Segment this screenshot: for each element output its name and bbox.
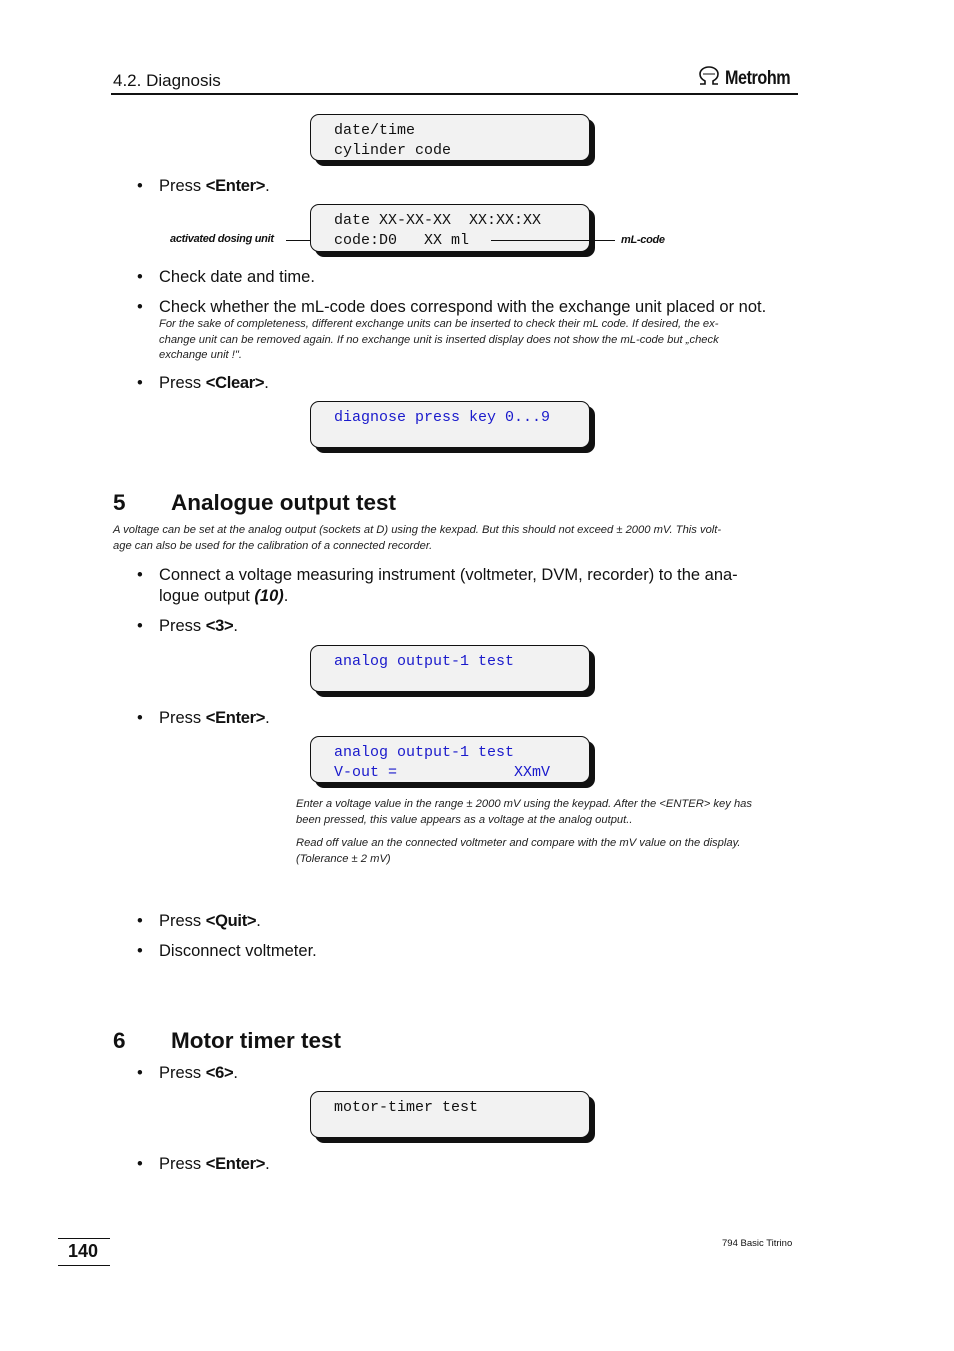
lcd-line: code:D0 XX ml [334,231,470,249]
label-ml-code: mL-code [621,234,665,246]
key-6: <6> [205,1064,234,1082]
key-quit: <Quit> [205,912,257,930]
lcd-display-analog-vout [310,736,590,783]
lcd-display-motor-timer [310,1091,590,1138]
lcd-display-date-time [310,114,590,161]
lcd-line: cylinder code [334,141,452,159]
lcd-line: motor-timer test [334,1099,479,1116]
note-voltage-entry: Enter a voltage value in the range ± 2000 mV using the keypad. After the <ENTER> key has been pressed, this value appears as a voltage at the analog output.. Read off value an the connected voltmeter and compare with the mV value on the display. (Tolerance ± 2 mV) [296,798,752,865]
key-enter: <Enter> [205,709,266,727]
key-clear: <Clear> [205,374,265,392]
lcd-display-diagnose [310,401,590,448]
page-number: 140 [67,1241,99,1261]
lcd-display-analog-output [310,645,590,692]
key-3: <3> [205,617,234,635]
omega-logo-icon [697,66,721,91]
key-enter: <Enter> [205,1155,266,1173]
key-enter: <Enter> [205,177,266,195]
section-5-intro: A voltage can be set at the analog output (sockets at D) using the kexpad. But this should not exceed ± 2000 mV. This volt- age can also be used for the calibration of a connected recorder. [113,524,722,552]
lcd-display-date-code [310,204,590,252]
note-exchange-unit: For the sake of completeness, different exchange units can be inserted to check their mL code. If desired, the ex- change unit can be removed again. If no exchange unit is inserted display does not show the mL-code but „check exchange unit !". [159,318,719,361]
footer-product-name: 794 Basic Titrino [722,1238,793,1249]
lcd-line: date XX-XX-XX XX:XX:XX [334,212,542,229]
header-rule [111,93,798,95]
lcd-line: V-out = XXmV [334,763,551,781]
lcd-line: analog output-1 test [334,744,515,761]
label-activated-dosing-unit: activated dosing unit [170,233,274,245]
logo-wordmark: Metrohm [725,67,791,89]
metrohm-logo [697,66,802,91]
page-number-rule [58,1238,110,1239]
lcd-line: analog output-1 test [334,653,515,670]
lcd-line: date/time [334,122,416,139]
leader-line [491,240,615,241]
page-number-rule [58,1265,110,1266]
lcd-line: diagnose press key 0...9 [334,409,551,426]
running-header: 4.2. Diagnosis [113,71,221,90]
